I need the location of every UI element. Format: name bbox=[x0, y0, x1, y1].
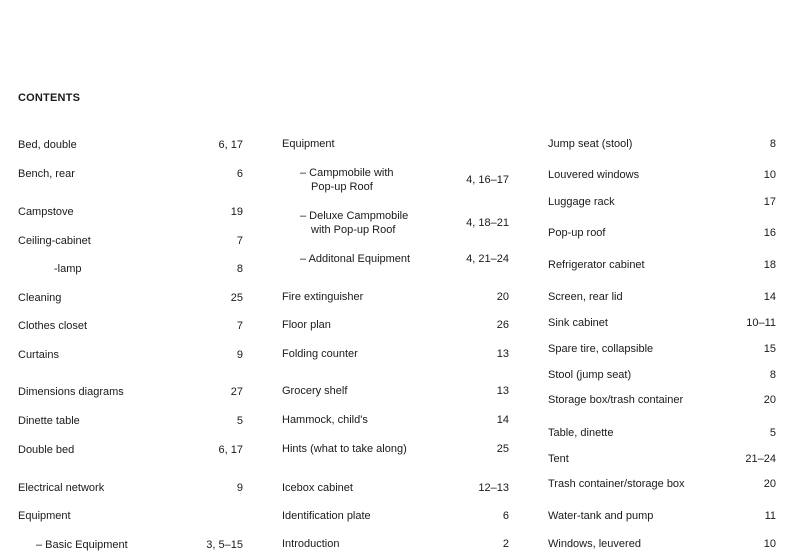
index-entry-label-continued: with Pop-up Roof bbox=[311, 224, 396, 236]
page-title: CONTENTS bbox=[18, 92, 81, 104]
index-entry-label: Curtains bbox=[18, 349, 59, 361]
index-entry-label: Tent bbox=[548, 453, 569, 465]
index-entry-label: Trash container/storage box bbox=[548, 478, 685, 490]
index-entry bbox=[282, 481, 509, 495]
index-entry-pages: 9 bbox=[236, 349, 243, 361]
index-entry bbox=[282, 252, 509, 266]
index-entry bbox=[548, 477, 776, 491]
index-entry-label: Sink cabinet bbox=[548, 317, 608, 329]
index-entry-label: Dimensions diagrams bbox=[18, 386, 124, 398]
index-entry-pages: 13 bbox=[496, 348, 509, 360]
index-entry bbox=[282, 442, 509, 456]
index-entry bbox=[548, 258, 776, 272]
index-entry bbox=[282, 509, 509, 523]
index-entry bbox=[18, 443, 243, 457]
index-entry-label: Double bed bbox=[18, 444, 75, 456]
index-entry-label: – Deluxe Campmobile bbox=[300, 210, 409, 222]
index-entry bbox=[548, 195, 776, 209]
index-entry bbox=[548, 226, 776, 240]
index-entry-label: Bench, rear bbox=[18, 168, 75, 180]
index-entry-pages: 8 bbox=[769, 369, 776, 381]
index-entry-label: Hammock, child's bbox=[282, 414, 368, 426]
index-entry-label: Stool (jump seat) bbox=[548, 369, 632, 381]
index-entry bbox=[18, 348, 243, 362]
index-entry-label: Windows, leuvered bbox=[548, 538, 641, 550]
index-entry-label: – Campmobile with bbox=[300, 167, 394, 179]
index-entry-pages: 19 bbox=[230, 206, 243, 218]
index-entry-pages: 5 bbox=[769, 427, 776, 439]
index-entry-pages: 16 bbox=[763, 227, 776, 239]
index-entry-label-continued: Pop-up Roof bbox=[311, 181, 373, 193]
index-entry bbox=[282, 413, 509, 427]
index-entry-label: Spare tire, collapsible bbox=[548, 343, 654, 355]
index-entry-label: Refrigerator cabinet bbox=[548, 259, 645, 271]
index-entry bbox=[18, 234, 243, 248]
index-entry bbox=[548, 290, 776, 304]
index-entry-label: Table, dinette bbox=[548, 427, 614, 439]
index-entry-label: Clothes closet bbox=[18, 320, 88, 332]
index-entry bbox=[18, 262, 243, 276]
index-entry bbox=[548, 537, 776, 551]
index-entry-label: Louvered windows bbox=[548, 169, 640, 181]
index-entry-label: Luggage rack bbox=[548, 196, 615, 208]
index-entry bbox=[548, 426, 776, 440]
index-entry bbox=[282, 137, 509, 151]
index-entry bbox=[18, 385, 243, 399]
index-entry-label: Hints (what to take along) bbox=[282, 443, 407, 455]
index-entry-label: Identification plate bbox=[282, 510, 371, 522]
index-entry-pages: 3, 5–15 bbox=[206, 539, 243, 551]
index-entry-pages: 27 bbox=[230, 386, 243, 398]
index-entry-pages: 10–11 bbox=[746, 317, 776, 329]
index-entry bbox=[548, 393, 776, 407]
index-entry-pages: 9 bbox=[236, 482, 243, 494]
index-entry-label: Cleaning bbox=[18, 292, 62, 304]
index-entry-pages: 10 bbox=[763, 538, 776, 550]
index-entry bbox=[282, 384, 509, 398]
index-entry-pages: 26 bbox=[496, 319, 509, 331]
index-entry bbox=[282, 209, 509, 237]
index-entry bbox=[548, 509, 776, 523]
index-entry bbox=[18, 509, 243, 523]
index-entry-pages: 17 bbox=[763, 196, 776, 208]
index-entry-pages: 4, 21–24 bbox=[466, 253, 509, 265]
index-entry-pages: 25 bbox=[496, 443, 509, 455]
index-entry-label: Pop-up roof bbox=[548, 227, 606, 239]
index-entry-pages: 8 bbox=[236, 263, 243, 275]
index-entry-label: Icebox cabinet bbox=[282, 482, 353, 494]
index-entry-label: Equipment bbox=[18, 510, 71, 522]
index-entry-pages: 4, 16–17 bbox=[466, 174, 509, 186]
index-entry bbox=[18, 414, 243, 428]
index-entry-pages: 6 bbox=[236, 168, 243, 180]
index-entry-pages: 14 bbox=[763, 291, 776, 303]
index-entry-pages: 6 bbox=[502, 510, 509, 522]
index-entry-label: Campstove bbox=[18, 206, 74, 218]
index-entry bbox=[548, 137, 776, 151]
index-entry-label: Floor plan bbox=[282, 319, 331, 331]
index-entry bbox=[548, 168, 776, 182]
index-entry bbox=[18, 205, 243, 219]
index-entry-pages: 12–13 bbox=[478, 482, 509, 494]
index-entry bbox=[18, 167, 243, 181]
index-entry-pages: 14 bbox=[496, 414, 509, 426]
index-entry bbox=[548, 452, 776, 466]
index-entry-pages: 20 bbox=[496, 291, 509, 303]
index-entry-pages: 7 bbox=[236, 235, 243, 247]
index-entry bbox=[282, 290, 509, 304]
index-entry-pages: 20 bbox=[763, 478, 776, 490]
index-entry-label: Storage box/trash container bbox=[548, 394, 684, 406]
index-entry-pages: 20 bbox=[763, 394, 776, 406]
index-entry bbox=[18, 481, 243, 495]
index-entry bbox=[282, 347, 509, 361]
index-entry-pages: 8 bbox=[769, 138, 776, 150]
index-entry-pages: 13 bbox=[496, 385, 509, 397]
index-entry bbox=[18, 538, 243, 552]
index-entry-pages: 2 bbox=[502, 538, 509, 550]
index-entry bbox=[282, 318, 509, 332]
index-entry-pages: 11 bbox=[764, 510, 776, 522]
index-entry-pages: 21–24 bbox=[745, 453, 776, 465]
index-entry-label: Jump seat (stool) bbox=[548, 138, 633, 150]
index-entry-label: – Basic Equipment bbox=[36, 539, 128, 551]
index-entry-pages: 10 bbox=[763, 169, 776, 181]
index-entry-label: Ceiling-cabinet bbox=[18, 235, 91, 247]
index-entry bbox=[18, 138, 243, 152]
index-entry-pages: 15 bbox=[763, 343, 776, 355]
index-entry-label: Bed, double bbox=[18, 139, 77, 151]
index-entry-pages: 6, 17 bbox=[218, 444, 243, 456]
index-entry-label: Electrical network bbox=[18, 482, 105, 494]
index-entry-pages: 25 bbox=[230, 292, 243, 304]
index-entry bbox=[548, 342, 776, 356]
index-entry-pages: 18 bbox=[763, 259, 776, 271]
index-entry-label: Screen, rear lid bbox=[548, 291, 623, 303]
index-entry-label: Introduction bbox=[282, 538, 340, 550]
index-entry-pages: 6, 17 bbox=[218, 139, 243, 151]
index-entry-pages: 4, 18–21 bbox=[466, 217, 509, 229]
index-entry-label: Dinette table bbox=[18, 415, 80, 427]
index-entry-label: Folding counter bbox=[282, 348, 358, 360]
index-entry-pages: 7 bbox=[236, 320, 243, 332]
index-entry-label: – Additonal Equipment bbox=[300, 253, 411, 265]
index-entry bbox=[282, 166, 509, 194]
index-entry-label: Grocery shelf bbox=[282, 385, 348, 397]
index-entry-label: Fire extinguisher bbox=[282, 291, 364, 303]
index-entry-label: -lamp bbox=[54, 263, 82, 275]
index-entry bbox=[18, 291, 243, 305]
index-entry-pages: 5 bbox=[236, 415, 243, 427]
index-entry-label: Equipment bbox=[282, 138, 335, 150]
index-entry-label: Water-tank and pump bbox=[548, 510, 654, 522]
index-entry bbox=[548, 368, 776, 382]
index-entry bbox=[548, 316, 776, 330]
index-entry bbox=[18, 319, 243, 333]
index-entry bbox=[282, 537, 509, 551]
